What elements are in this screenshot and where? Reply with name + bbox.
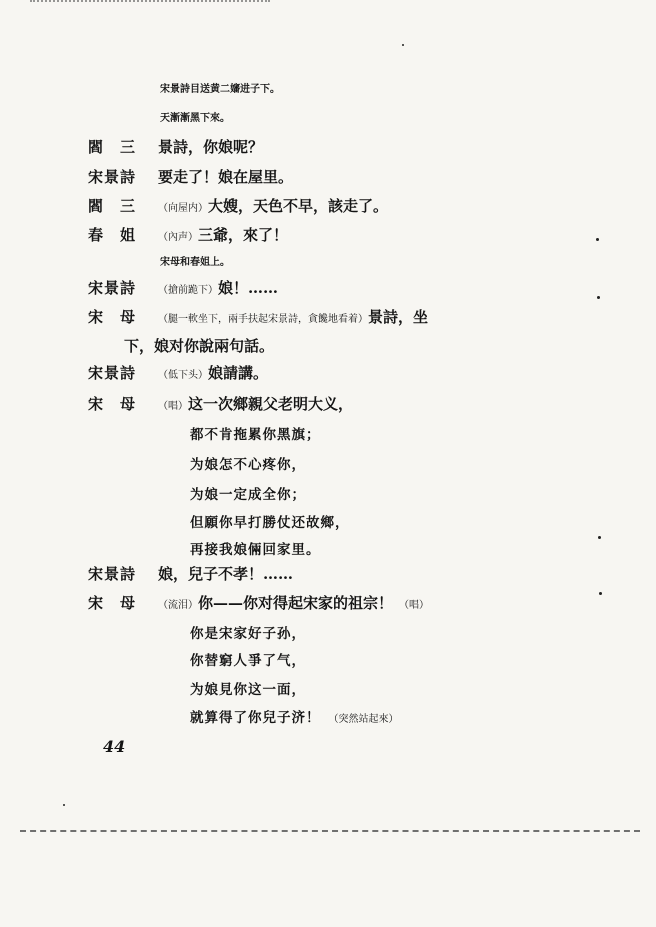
scan-speck: [63, 804, 65, 806]
stage-note: （唱）: [158, 401, 188, 412]
dialogue-line: [158, 195, 388, 216]
dialogue-line: [158, 224, 288, 245]
dialogue-text: 这一次鄉親父老明大义，: [188, 395, 354, 413]
stage-note: （向屋内）: [158, 203, 208, 214]
stage-direction: 宋景詩目送黄二嬸进子下。: [160, 84, 280, 95]
verse-line: 为娘怎不心疼你，: [190, 457, 306, 473]
speaker-name: 宋 母: [88, 308, 137, 326]
dialogue-text: 要走了！娘在屋里。: [158, 168, 294, 186]
dialogue-line: [158, 306, 428, 327]
dialogue-line: [158, 592, 429, 613]
stage-note: （低下头）: [158, 370, 208, 381]
verse-line: 但願你早打勝仗还故鄉，: [190, 515, 350, 531]
speaker-name: 宋 母: [88, 395, 137, 413]
speaker-name: 宋景詩: [88, 279, 137, 297]
speaker-name: 閻 三: [88, 197, 137, 215]
dialogue-text: 三爺，來了！: [198, 226, 289, 244]
stage-note: （搶前跪下）: [158, 285, 218, 296]
stage-note: （腿一軟坐下，兩手扶起宋景詩，貪饞地看着）: [158, 314, 368, 325]
stage-note: （流泪）: [158, 600, 198, 611]
stage-note: （內声）: [158, 232, 198, 243]
speaker-name: 春 姐: [88, 226, 137, 244]
scan-speck: [598, 536, 601, 539]
dialogue-text: 你——你对得起宋家的祖宗！: [198, 594, 394, 612]
verse-line: 都不肯拖累你黑旗；: [190, 427, 321, 443]
scan-noise: [30, 0, 270, 6]
verse-line: 再接我娘倆回家里。: [190, 542, 321, 558]
dialogue-line: [158, 362, 268, 383]
verse-line: 你是宋家好子孙，: [190, 626, 306, 642]
speaker-name: 閻 三: [88, 138, 137, 156]
verse-line: 为娘一定成全你；: [190, 487, 306, 503]
verse-text: 就算得了你兒子济！: [190, 710, 321, 726]
scan-speck: [596, 238, 599, 241]
verse-line: 你替窮人爭了气，: [190, 653, 306, 669]
speaker-name: 宋景詩: [88, 168, 137, 186]
dialogue-line: [158, 277, 278, 298]
stage-direction: 宋母和春姐上。: [160, 257, 230, 268]
scan-speck: [597, 296, 600, 299]
dialogue-text: 娘，兒子不孝！……: [158, 565, 294, 583]
scan-border-line: [20, 830, 640, 832]
dialogue-text: 景詩，你娘呢？: [158, 138, 264, 156]
scan-speck: [402, 44, 404, 46]
stage-note: （唱）: [399, 600, 430, 611]
verse-line: 为娘見你这一面，: [190, 682, 306, 698]
dialogue-text: 娘請講。: [208, 364, 269, 382]
stage-direction: 天漸漸黑下來。: [160, 113, 230, 124]
dialogue-line: [158, 393, 353, 414]
dialogue-text: 娘！……: [218, 279, 279, 297]
page-number: 44: [103, 737, 126, 756]
dialogue-text: 大嫂，天色不早，該走了。: [208, 197, 389, 215]
speaker-name: 宋 母: [88, 594, 137, 612]
dialogue-text: 景詩，坐: [368, 308, 429, 326]
speaker-name: 宋景詩: [88, 565, 137, 583]
dialogue-continuation: 下，娘对你說兩句話。: [124, 337, 275, 355]
verse-line: [190, 706, 399, 726]
speaker-name: 宋景詩: [88, 364, 137, 382]
stage-note: （突然站起來）: [328, 714, 399, 725]
scan-speck: [599, 592, 602, 595]
